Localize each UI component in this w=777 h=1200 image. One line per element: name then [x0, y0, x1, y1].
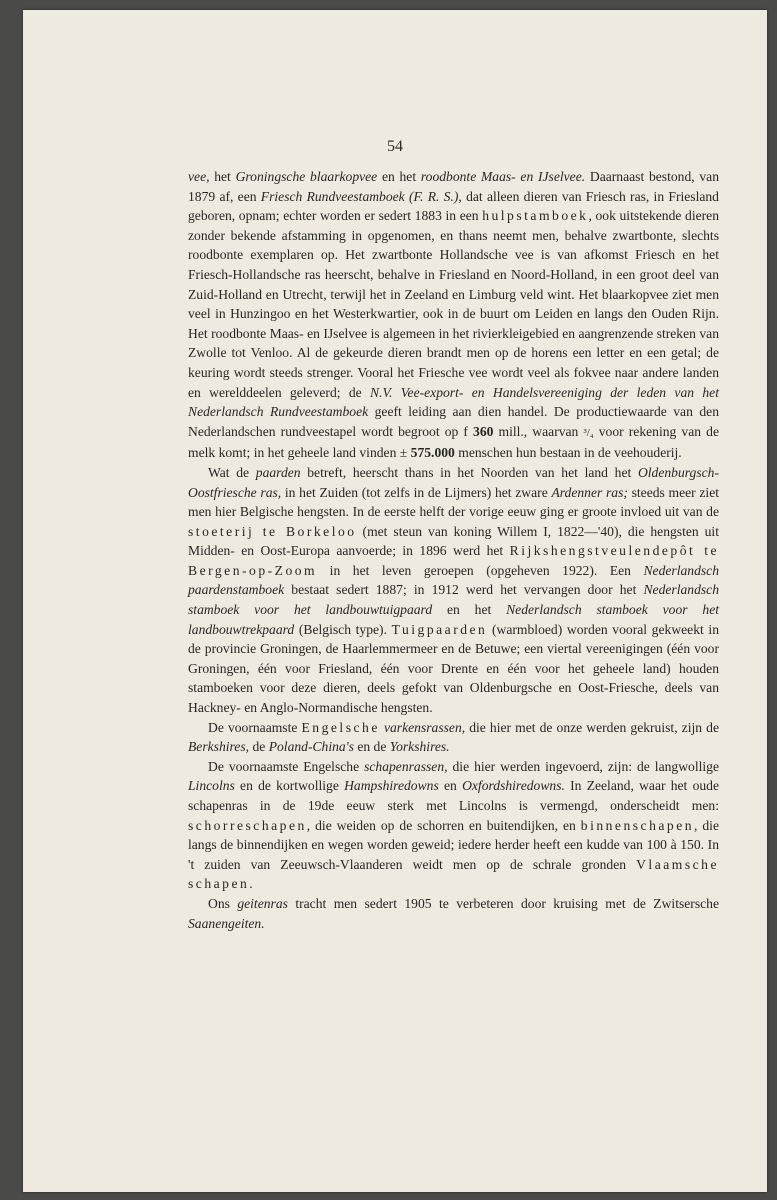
spaced-term: stoeterij te Borkeloo	[188, 523, 357, 539]
text-run: bestaat sedert 1887; in 1912 werd het vervangen door het	[284, 582, 644, 598]
spaced-term: binnenschapen	[580, 817, 695, 833]
italic-term: Saanengeiten.	[188, 915, 265, 931]
spaced-term: schorreschapen	[188, 817, 307, 833]
text-run: (met steun van koning Willem I, 1822—'40), die hengsten uit Midden- en Oost-Europa aanvoerde; in 1896 werd het	[188, 523, 719, 559]
fraction: ³/₄	[583, 426, 594, 439]
text-run: , die langs de binnendijken en wegen worden geweid; iedere herder heeft een kudde van 100 à 150. In 't zuiden van Zeeuwsch-Vlaanderen weidt men op de schrale gronden	[188, 817, 719, 872]
text-run: en	[438, 778, 463, 794]
italic-term: Oldenburgsch-Oostfriesche ras,	[188, 464, 719, 500]
italic-term: Poland-China's	[268, 739, 354, 755]
plus-minus-sign: ±	[399, 445, 408, 461]
text-run: (warmbloed) worden vooral gekweekt in de provincie Groningen, de Haarlemmermeer en de Betuwe; een viertal vereenigingen (één voor Groningen, één voor Friesland, één voor Drente en één voor het geheele land) houden stamboeken voor deze dieren, deels gefokt van Oldenburgsche en Oost-Friesche, deels van Hackney- en Anglo-Normandische hengsten.	[188, 621, 720, 716]
text-run: menschen hun bestaan in de veehouderij.	[454, 445, 682, 461]
text-run: (Belgisch type).	[294, 621, 392, 637]
italic-term: Hampshiredowns	[344, 778, 439, 794]
text-run: de	[249, 739, 269, 755]
text-run: In Zeeland, waar het oude schapenras in de 19de eeuw sterk met Lincolns is vermengd, onderscheidt men:	[188, 778, 719, 813]
text-run: Ons	[208, 895, 238, 911]
text-run: Daarnaast bestond, van 1879 af, een	[188, 169, 719, 204]
text-run: in het leven geroepen (opgeheven 1922). Een	[317, 562, 644, 578]
text-run: steeds meer ziet men hier Belgische hengsten. In de eerste helft der vorige eeuw ging er groote invloed uit van de	[188, 484, 720, 520]
text-run: tracht men sedert 1905 te verbeteren door kruising met de Zwitsersche	[287, 895, 719, 911]
text-run: , ook uitstekende dieren zonder bekende afstamming in opgenomen, en thans neemt men, behalve zwartbonte, slechts roodbonte exemplaren op. Het zwartbonte Hollandsche vee is van afkomst Friesch en het Friesch-Hollandsche ras heerscht, behalve in Friesland en Noord-Holland, in een groot deel van Zuid-Holland en Utrecht, terwijl het in Zeeland en Limburg veld wint. Het blaarkopvee ziet men veel in Hunzingoo en het Westerkwartier, ook in de buurt om Leiden en langs den Ouden Rijn. Het roodbonte Maas- en IJselvee is algemeen in het rivierkleigebied en aangrenzende streken van Zwolle tot Venloo. Al de gekeurde dieren brandt men op de horens een letter en een getal; de keuring wordt steeds strenger. Vooral het Friesche vee wordt veel als fokvee naar andere landen en werelddeelen geleverd; de	[188, 208, 720, 400]
italic-term: roodbonte Maas- en IJselvee.	[420, 169, 586, 184]
italic-term: Friesch Rundveestamboek (F. R. S.),	[260, 188, 462, 204]
paragraph-sheep	[188, 757, 719, 894]
paragraph-pigs	[188, 718, 719, 757]
text-run: mill., waarvan	[493, 423, 584, 439]
italic-term: Oxfordshiredowns.	[462, 778, 565, 794]
spaced-term: Engelsche	[301, 719, 380, 735]
text-run: in het Zuiden (tot zelfs in de Lijmers) het zware	[281, 484, 552, 500]
italic-term: N.V. Vee-export- en Handelsvereeniging der leden van het Nederlandsch Rundveestamboek	[188, 384, 719, 420]
italic-term: varkensrassen,	[383, 719, 466, 735]
text-run: het	[209, 169, 236, 184]
text-run: De voornaamste Engelsche	[208, 758, 365, 774]
spaced-term: Vlaamsche schapen	[188, 856, 719, 892]
italic-term: schapenrassen,	[364, 758, 448, 774]
text-run: betreft, heerscht thans in het Noorden van het land het	[300, 464, 638, 480]
spaced-term: Rijkshengstveulendepôt te Bergen-op-Zoom	[188, 543, 720, 578]
spaced-term: hulpstamboek	[482, 208, 589, 224]
page-body-text	[188, 167, 719, 933]
text-run: en de kortwollige	[234, 778, 345, 794]
page-number: 54	[387, 138, 403, 155]
italic-term: Nederlandsch stamboek voor het landbouwtuigpaard	[188, 582, 719, 618]
bold-number: 360	[473, 423, 494, 439]
text-run: dat alleen dieren van Friesch ras, in Friesland geboren, opnam; echter worden er sedert 1883 in een	[188, 188, 719, 224]
book-page	[23, 10, 767, 1192]
text-run: die hier met de onze werden gekruist, zijn de	[465, 719, 719, 735]
text-run: Wat de	[208, 464, 256, 480]
paragraph-goats	[188, 894, 719, 933]
text-run: en het	[432, 602, 507, 618]
italic-term: Yorkshires.	[389, 739, 450, 755]
italic-term: paarden	[255, 464, 301, 480]
italic-term: Nederlandsch stamboek voor het landbouwtrekpaard	[188, 602, 720, 637]
bold-number: 575.000	[410, 445, 455, 461]
text-run: en het	[377, 169, 421, 184]
italic-term: vee,	[188, 169, 210, 184]
paragraph-horses	[188, 463, 719, 718]
italic-term: geitenras	[237, 895, 288, 911]
text-run: , die weiden op de schorren en buitendijken, en	[306, 817, 581, 833]
text-run: geeft leiding aan dien handel. De productiewaarde van den Nederlandschen rundveestapel wordt begroot op f	[188, 404, 720, 439]
text-run: .	[249, 876, 253, 892]
italic-term: Lincolns	[188, 778, 235, 794]
spaced-term: Tuigpaarden	[391, 621, 488, 637]
italic-term: Groningsche blaarkopvee	[235, 169, 378, 184]
text-run: voor rekening van de melk komt; in het geheele land vinden	[188, 423, 719, 461]
text-run: De voornaamste	[208, 719, 302, 735]
paragraph-cattle	[188, 167, 719, 463]
italic-term: Nederlandsch paardenstamboek	[188, 562, 719, 598]
text-run: en de	[353, 739, 390, 755]
italic-term: Berkshires,	[188, 739, 250, 755]
text-run: die hier werden ingevoerd, zijn: de langwollige	[447, 758, 719, 774]
italic-term: Ardenner ras;	[551, 484, 628, 500]
